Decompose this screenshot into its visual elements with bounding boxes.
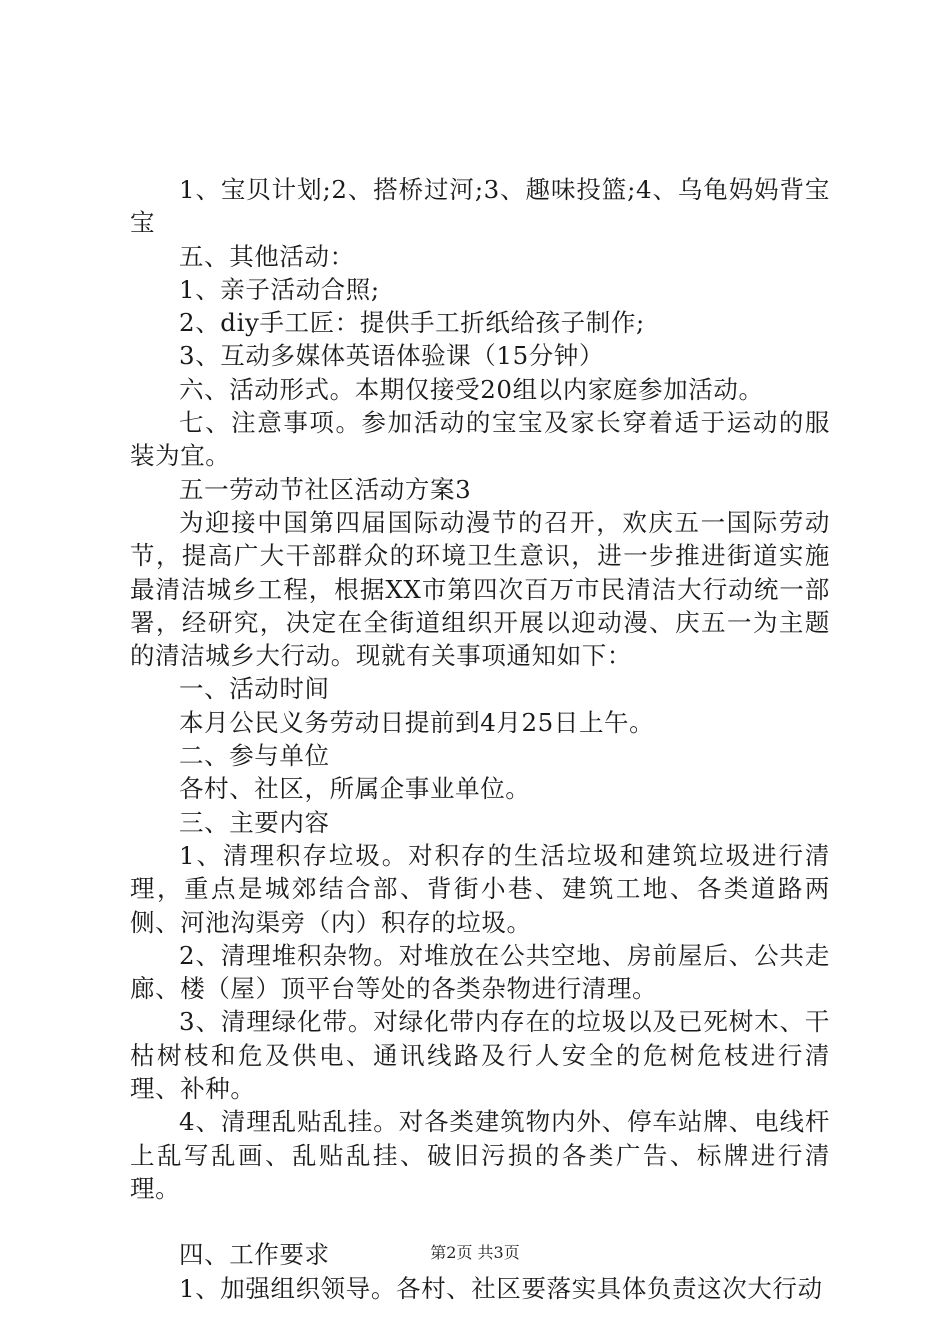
paragraph-item: 2、diy手工匠：提供手工折纸给孩子制作; bbox=[179, 308, 645, 338]
paragraph-item: 3、清理绿化带。对绿化带内存在的垃圾以及已死树木、干枯树枝和危及供电、通讯线路及行人安全的危树危枝进行清理、补种。 bbox=[130, 1007, 830, 1104]
paragraph-item: 1、亲子活动合照; bbox=[179, 274, 380, 304]
paragraph-item: 2、清理堆积杂物。对堆放在公共空地、房前屋后、公共走廊、楼（屋）顶平台等处的各类杂物进行清理。 bbox=[130, 940, 830, 1004]
paragraph-game-list: 1、宝贝计划;2、搭桥过河;3、趣味投篮;4、乌龟妈妈背宝宝 bbox=[130, 175, 830, 238]
paragraph-notes: 七、注意事项。参加活动的宝宝及家长穿着适于运动的服装为宜。 bbox=[130, 408, 830, 471]
paragraph-activity-time: 本月公民义务劳动日提前到4月25日上午。 bbox=[179, 707, 655, 737]
paragraph-participants: 各村、社区，所属企事业单位。 bbox=[179, 774, 531, 804]
paragraph-item: 3、互动多媒体英语体验课（15分钟） bbox=[179, 341, 605, 371]
heading-main-content: 三、主要内容 bbox=[179, 807, 330, 837]
section-title: 五一劳动节社区活动方案3 bbox=[179, 474, 472, 504]
page-number: 第2页 共3页 bbox=[430, 1243, 520, 1262]
paragraph-activity-format: 六、活动形式。本期仅接受20组以内家庭参加活动。 bbox=[179, 374, 764, 404]
heading-other-activities: 五、其他活动： bbox=[179, 241, 355, 271]
paragraph-intro: 为迎接中国第四届国际动漫节的召开，欢庆五一国际劳动节，提高广大干部群众的环境卫生意识，进一步推进街道实施最清洁城乡工程，根据XX市第四次百万市民清洁大行动统一部署，经研究，决定在全街道组织开展以迎动漫、庆五一为主题的清洁城乡大行动。现就有关事项通知如下： bbox=[130, 507, 830, 671]
paragraph-item: 4、清理乱贴乱挂。对各类建筑物内外、停车站牌、电线杆上乱写乱画、乱贴乱挂、破旧污损的各类广告、标牌进行清理。 bbox=[130, 1107, 830, 1203]
paragraph-item: 1、清理积存垃圾。对积存的生活垃圾和建筑垃圾进行清理，重点是城郊结合部、背街小巷、建筑工地、各类道路两侧、河池沟渠旁（内）积存的垃圾。 bbox=[130, 840, 830, 937]
document-body bbox=[130, 173, 830, 1305]
heading-work-requirements: 四、工作要求 bbox=[179, 1240, 330, 1270]
heading-participants: 二、参与单位 bbox=[179, 741, 330, 771]
paragraph-item: 1、加强组织领导。各村、社区要落实具体负责这次大行动 bbox=[179, 1273, 823, 1303]
heading-activity-time: 一、活动时间 bbox=[179, 674, 330, 704]
